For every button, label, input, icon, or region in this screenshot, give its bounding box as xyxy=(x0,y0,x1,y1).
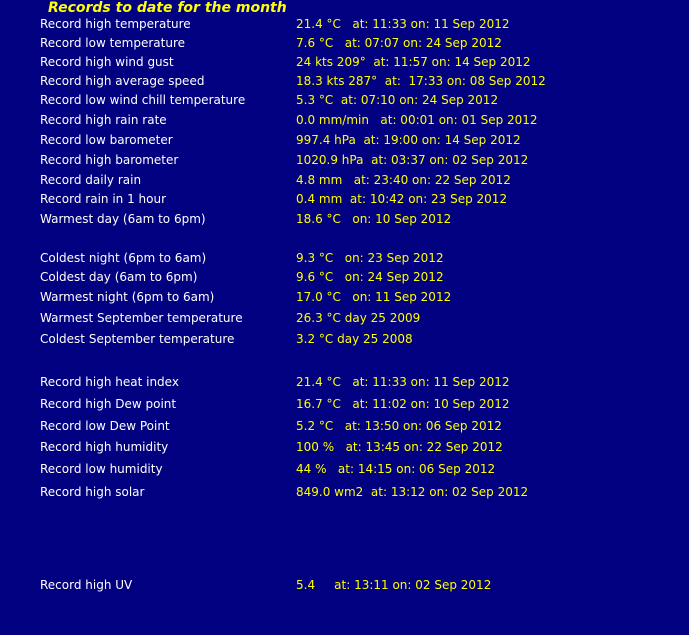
record-label: Warmest night (6pm to 6am) xyxy=(40,290,215,304)
record-row xyxy=(0,311,689,329)
record-row xyxy=(0,133,689,151)
record-label: Record high average speed xyxy=(40,74,205,88)
record-value: 100 % at: 13:45 on: 22 Sep 2012 xyxy=(296,440,503,454)
record-value: 849.0 wm2 at: 13:12 on: 02 Sep 2012 xyxy=(296,485,529,499)
record-value: 21.4 °C at: 11:33 on: 11 Sep 2012 xyxy=(296,375,510,389)
record-row xyxy=(0,270,689,288)
record-row xyxy=(0,419,689,437)
record-value: 5.3 °C at: 07:10 on: 24 Sep 2012 xyxy=(296,93,499,107)
record-label: Record rain in 1 hour xyxy=(40,192,167,206)
record-label: Record high Dew point xyxy=(40,397,177,411)
record-row xyxy=(0,397,689,415)
record-value: 24 kts 209° at: 11:57 on: 14 Sep 2012 xyxy=(296,55,531,69)
record-label: Record low wind chill temperature xyxy=(40,93,246,107)
record-label: Record daily rain xyxy=(40,173,142,187)
record-row xyxy=(0,251,689,269)
record-label: Coldest night (6pm to 6am) xyxy=(40,251,207,265)
record-label: Coldest September temperature xyxy=(40,332,235,346)
record-label: Record high heat index xyxy=(40,375,179,389)
record-row xyxy=(0,74,689,92)
record-label: Record high temperature xyxy=(40,17,191,31)
record-label: Record high wind gust xyxy=(40,55,174,69)
record-label: Record high UV xyxy=(40,578,133,592)
record-row xyxy=(0,578,689,596)
record-label: Record high humidity xyxy=(40,440,169,454)
record-row xyxy=(0,93,689,111)
record-row xyxy=(0,440,689,458)
record-value: 5.4 at: 13:11 on: 02 Sep 2012 xyxy=(296,578,492,592)
record-row xyxy=(0,212,689,230)
record-value: 997.4 hPa at: 19:00 on: 14 Sep 2012 xyxy=(296,133,521,147)
record-row xyxy=(0,113,689,131)
record-label: Record high solar xyxy=(40,485,145,499)
record-value: 16.7 °C at: 11:02 on: 10 Sep 2012 xyxy=(296,397,510,411)
record-value: 26.3 °C day 25 2009 xyxy=(296,311,421,325)
page-title: Records to date for the month xyxy=(48,0,287,16)
record-value: 1020.9 hPa at: 03:37 on: 02 Sep 2012 xyxy=(296,153,529,167)
record-label: Record high barometer xyxy=(40,153,179,167)
record-row xyxy=(0,290,689,308)
record-value: 7.6 °C at: 07:07 on: 24 Sep 2012 xyxy=(296,36,502,50)
record-row xyxy=(0,55,689,73)
record-value: 18.3 kts 287° at: 17:33 on: 08 Sep 2012 xyxy=(296,74,546,88)
record-value: 18.6 °C on: 10 Sep 2012 xyxy=(296,212,452,226)
record-value: 17.0 °C on: 11 Sep 2012 xyxy=(296,290,452,304)
record-row xyxy=(0,375,689,393)
record-row xyxy=(0,485,689,503)
record-label: Warmest September temperature xyxy=(40,311,243,325)
record-row xyxy=(0,17,689,35)
record-value: 0.0 mm/min at: 00:01 on: 01 Sep 2012 xyxy=(296,113,538,127)
record-label: Record low temperature xyxy=(40,36,186,50)
record-value: 4.8 mm at: 23:40 on: 22 Sep 2012 xyxy=(296,173,511,187)
record-label: Record high rain rate xyxy=(40,113,167,127)
record-label: Warmest day (6am to 6pm) xyxy=(40,212,206,226)
record-label: Coldest day (6am to 6pm) xyxy=(40,270,198,284)
record-value: 3.2 °C day 25 2008 xyxy=(296,332,413,346)
record-value: 0.4 mm at: 10:42 on: 23 Sep 2012 xyxy=(296,192,508,206)
record-value: 9.3 °C on: 23 Sep 2012 xyxy=(296,251,444,265)
record-row xyxy=(0,173,689,191)
record-label: Record low Dew Point xyxy=(40,419,170,433)
record-label: Record low barometer xyxy=(40,133,173,147)
record-row xyxy=(0,192,689,210)
record-value: 5.2 °C at: 13:50 on: 06 Sep 2012 xyxy=(296,419,502,433)
record-row xyxy=(0,36,689,54)
record-row xyxy=(0,332,689,350)
record-row xyxy=(0,153,689,171)
record-row xyxy=(0,462,689,480)
record-label: Record low humidity xyxy=(40,462,163,476)
record-value: 21.4 °C at: 11:33 on: 11 Sep 2012 xyxy=(296,17,510,31)
record-value: 9.6 °C on: 24 Sep 2012 xyxy=(296,270,444,284)
record-value: 44 % at: 14:15 on: 06 Sep 2012 xyxy=(296,462,496,476)
